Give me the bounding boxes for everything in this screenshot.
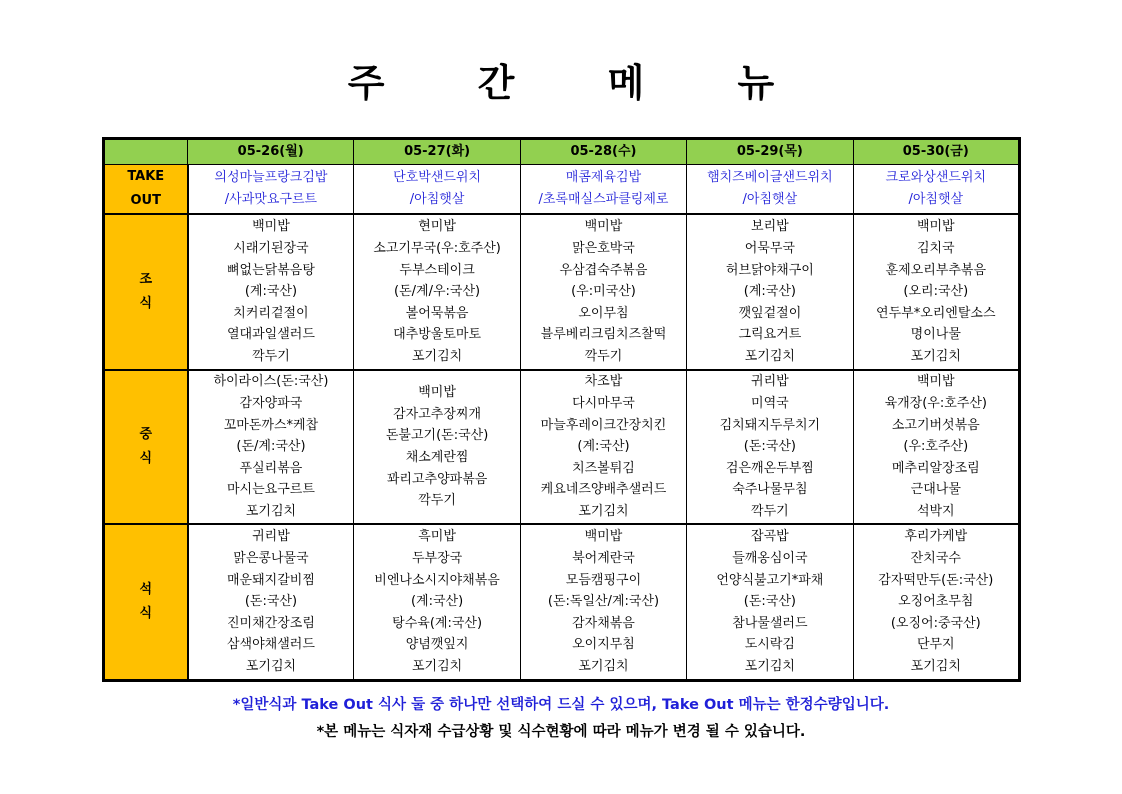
menu-item: /아침햇살	[742, 192, 798, 207]
lunch-label	[104, 370, 188, 524]
menu-item: 백미밥	[916, 219, 955, 235]
menu-item: 포기김치	[578, 658, 629, 674]
takeout-notice: *일반식과 Take Out 식사 둘 중 하나만 선택하여 드실 수 있으며, Take Out 메뉴는 한정수량입니다.	[232, 697, 890, 713]
menu-item: 하이라이스(돈:국산)	[213, 374, 329, 390]
menu-item: 현미밥	[418, 219, 456, 235]
lunch-row	[104, 370, 1020, 524]
menu-item: /사과맛요구르트	[224, 192, 318, 207]
dinner-row	[104, 524, 1020, 681]
weekly-menu-table	[102, 137, 1021, 682]
menu-item: 포기김치	[411, 348, 463, 364]
takeout-cell	[687, 165, 853, 215]
menu-item: 감자고추장찌개	[393, 406, 482, 422]
day-header: 05-26(월)	[188, 139, 354, 165]
menu-item: 숙주나물무침	[732, 482, 808, 498]
menu-item: 백미밥	[418, 385, 456, 401]
menu-item: 치커리겉절이	[233, 305, 309, 321]
menu-item: 꽈리고추양파볶음	[386, 471, 488, 487]
menu-item: 블루베리크림치즈찰떡	[540, 327, 667, 343]
menu-item: 모듬캠핑구이	[565, 572, 642, 588]
menu-item: 소고기무국(우:호주산)	[373, 241, 501, 257]
menu-item: 진미채간장조림	[226, 615, 315, 631]
menu-item: 포기김치	[578, 503, 629, 519]
menu-item: 흑미밥	[418, 529, 456, 545]
menu-item: (계:국산)	[244, 284, 298, 300]
menu-item: 백미밥	[916, 374, 955, 390]
menu-item: 백미밥	[584, 219, 623, 235]
menu-item: 깻잎겉절이	[738, 305, 802, 321]
lunch-cell	[188, 370, 354, 524]
label-line: 조	[139, 272, 153, 287]
menu-item: 김치국	[916, 241, 955, 257]
menu-item: 들깨옹심이국	[732, 551, 808, 567]
date-header-row	[104, 139, 1020, 165]
breakfast-cell	[853, 214, 1019, 370]
menu-item: 허브닭야채구이	[725, 262, 814, 278]
menu-item: 후리가케밥	[904, 529, 968, 545]
dinner-cell	[188, 524, 354, 681]
breakfast-cell	[354, 214, 520, 370]
label-line: 중	[139, 427, 153, 442]
menu-item: 두부장국	[411, 551, 463, 567]
dinner-label	[104, 524, 188, 681]
menu-item: 깍두기	[418, 493, 456, 509]
menu-item: 포기김치	[245, 503, 297, 519]
menu-item: 깍두기	[584, 348, 623, 364]
breakfast-label	[104, 214, 188, 370]
page-title: 주 간 메 뉴	[347, 61, 815, 105]
day-header: 05-27(화)	[354, 139, 520, 165]
dinner-cell	[853, 524, 1019, 681]
menu-item: /아침햇살	[908, 192, 964, 207]
takeout-row	[104, 165, 1020, 215]
menu-item: 탕수육(계:국산)	[392, 615, 483, 631]
menu-item: 맑은호박국	[572, 241, 635, 257]
menu-item: (돈:국산)	[743, 439, 796, 455]
menu-item: 깍두기	[252, 348, 290, 364]
takeout-label	[104, 165, 188, 215]
menu-item: (돈:국산)	[743, 594, 796, 610]
menu-item: 포기김치	[744, 658, 795, 674]
menu-item: 마시는요구르트	[226, 482, 315, 498]
day-header: 05-30(금)	[853, 139, 1019, 165]
menu-item: (오징어:중국산)	[890, 615, 981, 631]
menu-item: (우:미국산)	[571, 284, 636, 300]
menu-item: 감자채볶음	[572, 615, 635, 631]
menu-item: 근대나물	[910, 482, 961, 498]
menu-item: 도시락김	[744, 637, 795, 653]
menu-item: 귀리밥	[751, 374, 789, 390]
menu-item: 잡곡밥	[751, 529, 789, 545]
menu-item: 차조밥	[584, 374, 623, 390]
menu-item: 크로와상샌드위치	[885, 170, 987, 185]
menu-item: /초록매실스파클링제로	[538, 192, 669, 207]
menu-item: (계:국산)	[743, 284, 796, 300]
day-header: 05-28(수)	[520, 139, 686, 165]
menu-item: 삼색야채샐러드	[226, 637, 315, 653]
takeout-cell	[188, 165, 354, 215]
menu-item: (돈/계:국산)	[236, 439, 306, 455]
menu-item: 시래기된장국	[233, 241, 309, 257]
menu-item: 치즈볼튀김	[572, 460, 635, 476]
label-line: OUT	[130, 193, 161, 208]
menu-item: 우삼겹숙주볶음	[559, 262, 648, 278]
menu-item: 포기김치	[910, 348, 961, 364]
menu-item: 두부스테이크	[399, 262, 475, 278]
menu-item: 김치돼지두루치기	[719, 417, 821, 433]
menu-item: 다시마무국	[572, 396, 635, 412]
menu-item: 귀리밥	[252, 529, 290, 545]
menu-item: 열대과일샐러드	[226, 327, 315, 343]
menu-item: 단무지	[916, 637, 955, 653]
menu-item: 케요네즈양배추샐러드	[540, 482, 667, 498]
menu-item: (오리:국산)	[903, 284, 969, 300]
menu-item: 포기김치	[411, 658, 463, 674]
menu-item: 석박지	[916, 503, 955, 519]
menu-item: 참나물샐러드	[732, 615, 808, 631]
menu-item: (돈:국산)	[244, 594, 298, 610]
menu-item: 오이지무침	[572, 637, 635, 653]
menu-item: 꼬마돈까스*케찹	[223, 417, 319, 433]
menu-item: 어묵무국	[744, 241, 795, 257]
menu-item: 의성마늘프랑크김밥	[214, 170, 328, 185]
menu-item: (계:국산)	[410, 594, 464, 610]
menu-item: 포기김치	[744, 348, 795, 364]
label-line: TAKE	[127, 169, 165, 184]
menu-item: 메추리알장조림	[891, 460, 980, 476]
day-header: 05-29(목)	[687, 139, 853, 165]
menu-item: 북어계란국	[572, 551, 635, 567]
menu-item: 오징어초무침	[898, 594, 974, 610]
label-line: 식	[139, 296, 153, 311]
menu-item: 매운돼지갈비찜	[226, 572, 315, 588]
menu-item: 햄치즈베이글샌드위치	[707, 170, 833, 185]
menu-item: (돈/계/우:국산)	[394, 284, 481, 300]
menu-item: 보리밥	[751, 219, 789, 235]
menu-item: 언양식불고기*파채	[716, 572, 824, 588]
menu-item: 단호박샌드위치	[393, 170, 482, 185]
menu-item: 포기김치	[245, 658, 297, 674]
menu-item: 연두부*오리엔탈소스	[876, 305, 996, 321]
breakfast-cell	[687, 214, 853, 370]
menu-item: 백미밥	[584, 529, 623, 545]
lunch-cell	[853, 370, 1019, 524]
breakfast-row	[104, 214, 1020, 370]
menu-item: (계:국산)	[577, 439, 630, 455]
menu-item: 비엔나소시지야채볶음	[374, 572, 500, 588]
takeout-cell	[520, 165, 686, 215]
menu-item: 감자떡만두(돈:국산)	[878, 572, 994, 588]
menu-item: 양념깻잎지	[405, 637, 469, 653]
menu-item: 백미밥	[252, 219, 290, 235]
menu-item: 뼈없는닭볶음탕	[226, 262, 315, 278]
menu-change-notice: *본 메뉴는 식자재 수급상황 및 식수현황에 따라 메뉴가 변경 될 수 있습니다.	[316, 724, 806, 740]
menu-item: 미역국	[751, 396, 789, 412]
takeout-cell	[853, 165, 1019, 215]
menu-item: 푸실리볶음	[239, 460, 303, 476]
corner-cell	[104, 139, 188, 165]
menu-item: 포기김치	[910, 658, 961, 674]
breakfast-cell	[520, 214, 686, 370]
lunch-cell	[354, 370, 520, 524]
menu-item: 검은깨온두부찜	[725, 460, 814, 476]
takeout-cell	[354, 165, 520, 215]
menu-item: 잔치국수	[910, 551, 961, 567]
menu-item: 명이나물	[910, 327, 961, 343]
dinner-cell	[520, 524, 686, 681]
menu-item: 훈제오리부추볶음	[885, 262, 987, 278]
menu-item: 돈불고기(돈:국산)	[385, 428, 489, 444]
menu-item: 깍두기	[751, 503, 789, 519]
label-line: 식	[139, 451, 153, 466]
menu-item: 소고기버섯볶음	[891, 417, 980, 433]
menu-item: 대추방울토마토	[393, 327, 482, 343]
menu-item: 감자양파국	[239, 396, 303, 412]
menu-item: (돈:독일산/계:국산)	[547, 594, 660, 610]
menu-item: 오이무침	[578, 305, 629, 321]
menu-item: 볼어묵볶음	[405, 305, 469, 321]
menu-item: 채소계란찜	[405, 450, 469, 465]
lunch-cell	[687, 370, 853, 524]
menu-item: (우:호주산)	[903, 439, 969, 455]
menu-item: 그릭요거트	[738, 327, 802, 343]
menu-item: /아침햇살	[409, 192, 465, 207]
menu-item: 육개장(우:호주산)	[884, 396, 987, 412]
menu-item: 매콤제육김밥	[565, 170, 642, 185]
dinner-cell	[687, 524, 853, 681]
breakfast-cell	[188, 214, 354, 370]
lunch-cell	[520, 370, 686, 524]
menu-item: 마늘후레이크간장치킨	[540, 417, 667, 433]
menu-item: 맑은콩나물국	[233, 551, 309, 567]
label-line: 식	[139, 606, 153, 621]
dinner-cell	[354, 524, 520, 681]
label-line: 석	[139, 582, 153, 597]
